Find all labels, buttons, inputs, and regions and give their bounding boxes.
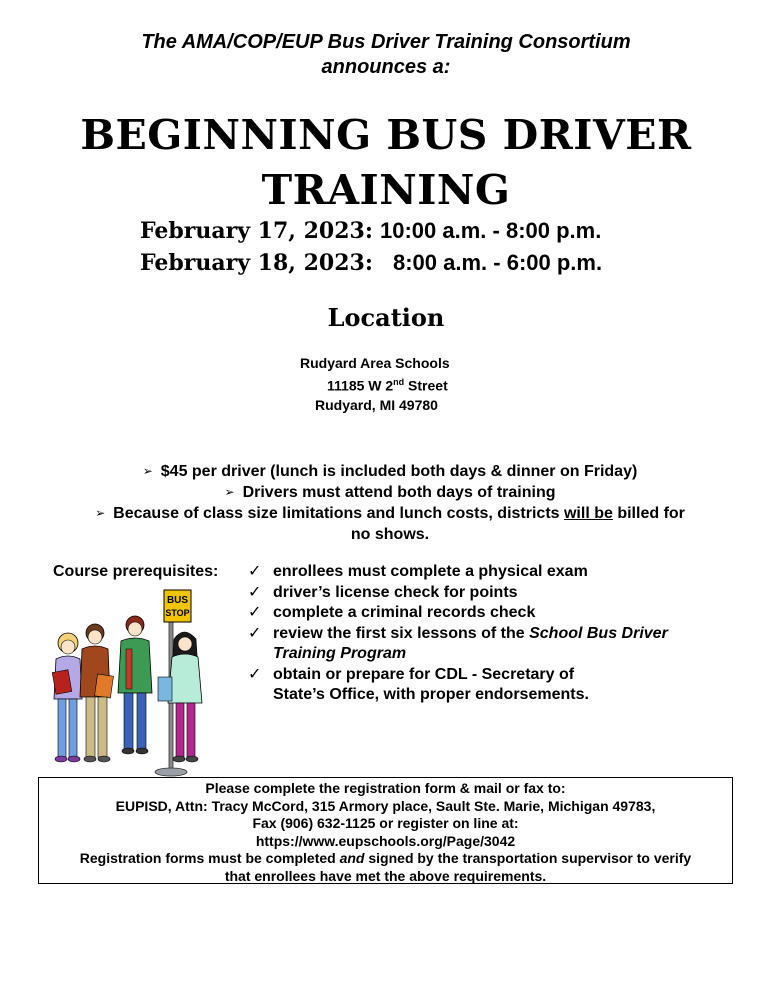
info-bullets — [40, 461, 740, 545]
date-1: February 17, 2023: — [140, 218, 373, 244]
student-figure — [80, 624, 113, 762]
bullet-attendance-text: Drivers must attend both days of training — [242, 484, 556, 501]
registration-line-1: Please complete the registration form & mail or fax to: — [205, 780, 566, 796]
location-city: Rudyard, MI 49780 — [315, 396, 438, 413]
prerequisite-text: obtain or prepare for CDL - Secretary of — [273, 665, 575, 683]
prerequisite-item — [248, 583, 748, 604]
prerequisite-italic-line-2: Training Program — [273, 645, 407, 662]
checkmark-icon: ✓ — [248, 624, 262, 642]
checkmark-icon: ✓ — [248, 604, 262, 621]
prerequisite-text-line-2: State’s Office, with proper endorsements. — [273, 686, 589, 703]
bullet-price-text: $45 per driver (lunch is included both days & dinner on Friday) — [160, 463, 638, 480]
page-title — [0, 108, 772, 218]
prerequisite-text: driver’s license check for points — [273, 583, 518, 601]
date-2: February 18, 2023: — [140, 250, 373, 276]
title-line-2: TRAINING — [261, 166, 511, 214]
prerequisite-text: review the first six lessons of the — [273, 624, 530, 642]
registration-url[interactable]: https://www.eupschools.org/Page/3042 — [255, 832, 516, 849]
location-heading: Location — [327, 303, 445, 332]
arrow-bullet-icon: ➢ — [224, 485, 235, 499]
registration-line-6: that enrollees have met the above requirements. — [224, 867, 547, 884]
location-name: Rudyard Area Schools — [300, 355, 450, 371]
prerequisite-item — [248, 665, 748, 706]
bullet-no-shows — [40, 503, 740, 524]
checkmark-icon: ✓ — [248, 563, 262, 580]
bullet-no-shows-text-end: billed for — [612, 505, 685, 522]
student-figure — [158, 632, 202, 762]
time-1: 10:00 a.m. - 8:00 p.m. — [380, 218, 602, 243]
prerequisite-text: complete a criminal records check — [273, 604, 536, 621]
registration-line-2: EUPISD, Attn: Tracy McCord, 315 Armory place, Sault Ste. Marie, Michigan 49783, — [115, 797, 656, 814]
bullet-price — [40, 461, 740, 482]
checkmark-icon: ✓ — [248, 583, 262, 601]
date-row-2 — [0, 250, 772, 282]
registration-line-5-end: signed by the transportation supervisor to verify — [364, 850, 692, 866]
prerequisites-list — [248, 562, 748, 706]
prerequisite-item — [248, 624, 748, 665]
students-at-bus-stop-icon — [38, 587, 208, 777]
bus-stop-sign-line-2: STOP — [165, 608, 190, 618]
bullet-attendance — [40, 482, 740, 503]
prerequisites-label: Course prerequisites: — [53, 563, 219, 580]
prerequisite-item — [248, 562, 748, 583]
street-suffix: Street — [404, 377, 448, 394]
registration-line-5 — [39, 850, 732, 868]
prerequisite-item — [248, 603, 748, 624]
registration-line-3: Fax (906) 632-1125 or register on line at: — [252, 815, 519, 831]
header-line-1: The AMA/COP/EUP Bus Driver Training Consortium — [141, 31, 631, 53]
registration-line-5-start: Registration forms must be completed — [79, 850, 340, 866]
arrow-bullet-icon: ➢ — [95, 506, 106, 520]
time-2: 8:00 a.m. - 6:00 p.m. — [393, 250, 603, 275]
bullet-no-shows-text: Because of class size limitations and lunch costs, districts — [113, 505, 564, 522]
bullet-no-shows-underline: will be — [563, 505, 613, 522]
bus-stop-sign — [164, 590, 191, 622]
training-dates — [0, 218, 772, 282]
arrow-bullet-icon: ➢ — [142, 464, 153, 478]
prerequisite-italic: School Bus Driver — [529, 624, 668, 642]
student-figure — [118, 616, 152, 754]
title-line-1: BEGINNING BUS DRIVER — [80, 111, 692, 159]
location-street — [300, 373, 480, 396]
bullet-no-shows-line-2: no shows. — [350, 526, 430, 543]
date-row-1 — [0, 218, 772, 250]
registration-line-5-italic: and — [339, 850, 365, 866]
bus-stop-sign-line-1: BUS — [166, 595, 189, 606]
consortium-header — [0, 30, 772, 80]
prerequisite-text: enrollees must complete a physical exam — [273, 563, 588, 580]
location-address — [300, 354, 480, 415]
registration-box — [38, 777, 733, 884]
street-sup: nd — [393, 377, 405, 387]
checkmark-icon: ✓ — [248, 665, 262, 683]
student-figure — [52, 633, 82, 762]
street-prefix: 11185 W 2 — [327, 377, 394, 394]
header-line-2: announces a: — [321, 56, 451, 78]
